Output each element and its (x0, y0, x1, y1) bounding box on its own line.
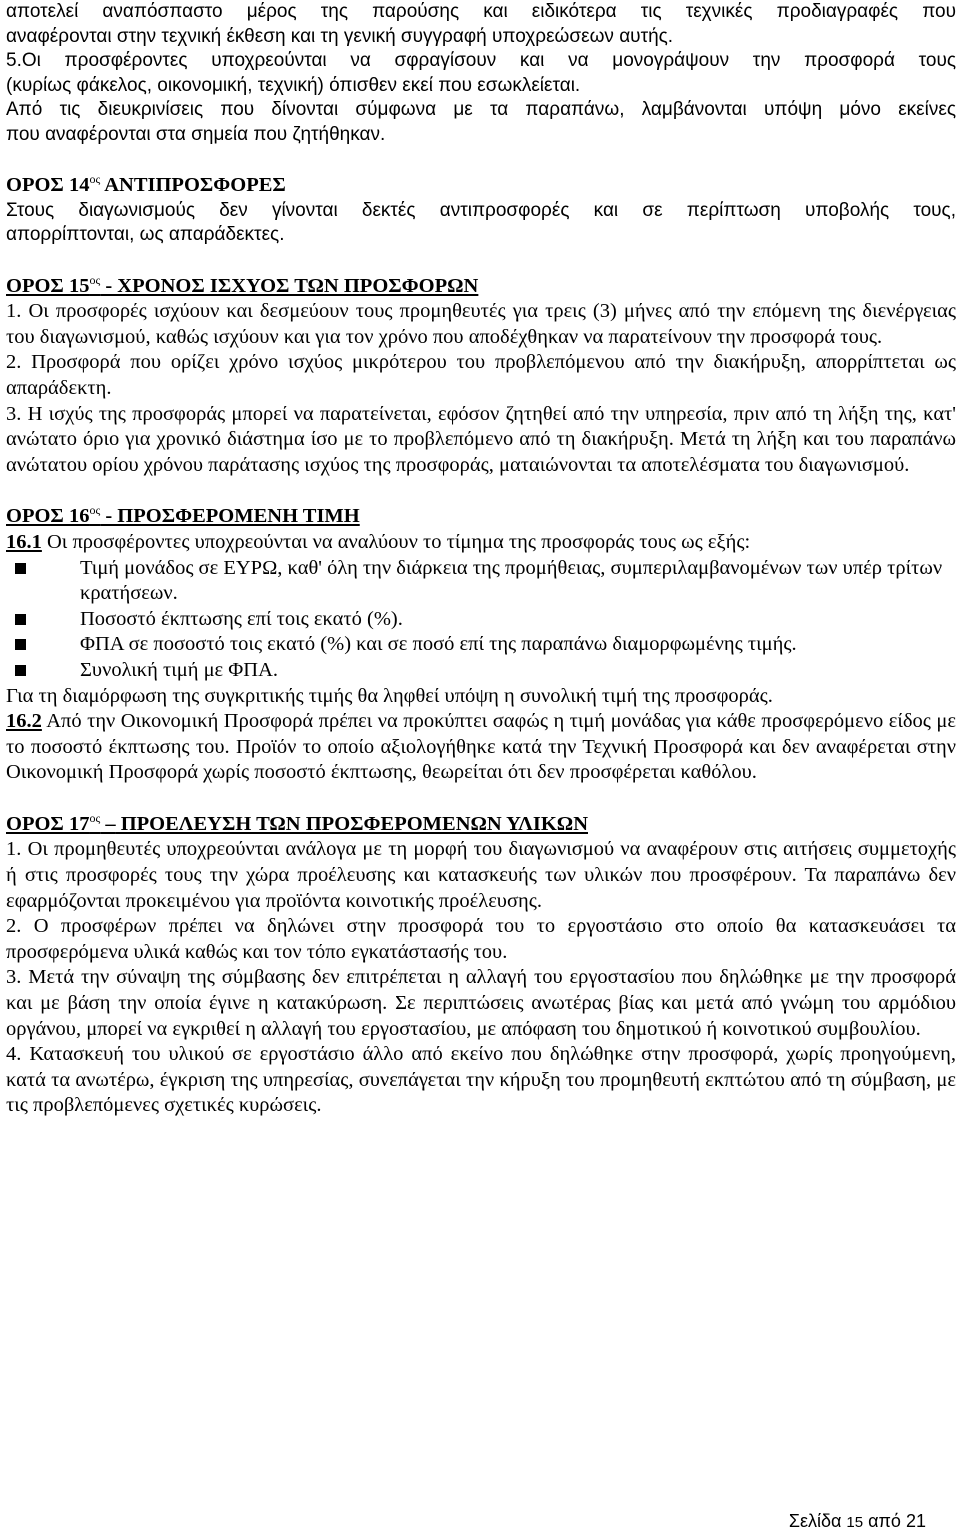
intro-block (6, 0, 956, 147)
list-item: ΦΠΑ σε ποσοστό τοις εκατό (%) και σε ποσό επί της παραπάνω διαμορφωμένης τιμής. (6, 632, 956, 658)
intro-line: (κυρίως φάκελος, οικονομική, τεχνική) όπισθεν εκεί που εσωκλείεται. (6, 74, 581, 96)
intro-line: που αναφέρονται στα σημεία που ζητήθηκαν. (6, 123, 386, 145)
page-label: Σελίδα (788, 1511, 842, 1531)
term-16-1: 16.1 Οι προσφέροντες υποχρεούνται να αναλύουν το τίμημα της προσφοράς τους ως εξής: (6, 530, 751, 553)
of-label: από (868, 1511, 901, 1531)
document-page (6, 0, 956, 1119)
square-bullet-icon (15, 563, 26, 574)
square-bullet-icon (15, 614, 26, 625)
term-17-paragraph-2: 2. Ο προσφέρων πρέπει να δηλώνει στην προσφορά του το εργοστάσιο στο οποίο θα κατασκευάσει τα προσφερόμενα υλικά καθώς και τον τόπο εγκατάστασής του. (6, 915, 956, 963)
list-item: Συνολική τιμή με ΦΠΑ. (6, 658, 956, 684)
list-item: Ποσοστό έκπτωσης επί τοις εκατό (%). (6, 607, 956, 633)
intro-line: Από τις διευκρινίσεις που δίνονται σύμφωνα με τα παραπάνω, λαμβάνονται υπόψη μόνο εκείνες (6, 99, 956, 120)
term-15-paragraph-3: 3. Η ισχύς της προσφοράς μπορεί να παρατείνεται, εφόσον ζητηθεί από την υπηρεσία, πριν από τη λήξη της, κατ' ανώτατο όριο για χρονικό διάστημα ίσο με το προβλεπόμενο από τη διακήρυξη. Μετά τη λήξη και του παραπάνω ανώτατου ορίου χρόνου παράτασης ισχύος της προσφοράς, ματαιώνονται τα αποτελέσματα του διαγωνισμού. (6, 402, 956, 476)
intro-line: αποτελεί αναπόσπαστο μέρος της παρούσης και ειδικότερα τις τεχνικές προδιαγραφές που (6, 1, 956, 22)
term-17-paragraph-1: 1. Οι προμηθευτές υποχρεούνται ανάλογα με τη μορφή του διαγωνισμού να αναφέρουν στις αιτήσεις συμμετοχής ή στις προσφορές τους την χώρα προέλευσης και κατασκευής των υλικών που προσφέρουν. Τα παραπάνω δεν εφαρμόζονται προκειμένου για προϊόντα κοινοτικής προέλευσης. (6, 838, 956, 912)
intro-line: αναφέρονται στην τεχνική έκθεση και τη γενική συγγραφή υποχρεώσεων αυτής. (6, 25, 674, 47)
term-16-2: 16.2 Από την Οικονομική Προσφορά πρέπει να προκύπτει σαφώς η τιμή μονάδας για κάθε προσφερόμενο είδος με το ποσοστό έκπτωσης του. Προϊόν το οποίο αξιολογήθηκε κατά την Τεχνική Προσφορά και δεν αναφέρεται στην Οικονομική Προσφορά χωρίς ποσοστό έκπτωσης, θεωρείται ότι δεν προσφέρεται καθόλου. (6, 710, 956, 784)
term-17-paragraph-3: 3. Μετά την σύναψη της σύμβασης δεν επιτρέπεται η αλλαγή του εργοστασίου που δηλώθηκε με την προσφορά και με βάση την οποία έγινε η κατακύρωση. Σε περιπτώσεις ανωτέρας βίας και μετά από γνώμη του αρμόδιου οργάνου, μπορεί να εγκριθεί η αλλαγή του εργοστασίου, με απόφαση του δημοτικού ή κοινοτικού συμβουλίου. (6, 966, 956, 1040)
term-16-heading: ΟΡΟΣ $16^{o\varsigma}$ - ΠΡΟΣΦΕΡΟΜΕΝΗ ΤΙΜΗ (6, 503, 360, 528)
term-17-heading: ΟΡΟΣ $17^{o\varsigma}$ – ΠΡΟΕΛΕΥΣΗ ΤΩΝ ΠΡΟΣΦΕΡΟΜΕΝΩΝ ΥΛΙΚΩΝ (6, 810, 588, 835)
term-14-line: απορρίπτονται, ως απαράδεκτες. (6, 224, 285, 246)
term-16-comparison-note: Για τη διαμόρφωση της συγκριτικής τιμής θα ληφθεί υπόψη η συνολική τιμή της προσφοράς. (6, 684, 773, 707)
term-15 (6, 274, 956, 479)
term-16 (6, 504, 956, 786)
term-15-paragraph-1: 1. Οι προσφορές ισχύουν και δεσμεύουν τους προμηθευτές για τρεις (3) μήνες από την επόμενη της διενέργειας του διαγωνισμού, καθώς ισχύουν και για τον χρόνο που αποδέχθηκαν να παρατείνουν την προσφορά τους. (6, 300, 956, 348)
term-14 (6, 173, 956, 248)
total-pages: 21 (905, 1511, 926, 1531)
square-bullet-icon (15, 639, 26, 650)
term-17-paragraph-4: 4. Κατασκευή του υλικού σε εργοστάσιο άλλο από εκείνο που δηλώθηκε στην προσφορά, χωρίς προηγούμενη, κατά τα ανωτέρω, έγκριση της υπηρεσίας, συνεπάγεται την κήρυξη του προμηθευτή εκπτώτου από τη σύμβαση, με τις προβλεπόμενες σχετικές κυρώσεις. (6, 1043, 956, 1117)
intro-line: 5.Οι προσφέροντες υποχρεούνται να σφραγίσουν και να μονογράψουν την προσφορά τους (6, 50, 956, 71)
term-15-paragraph-2: 2. Προσφορά που ορίζει χρόνο ισχύος μικρότερου του προβλεπόμενου από την διακήρυξη, απορρίπτεται ως απαράδεκτη. (6, 351, 956, 399)
clause-number: 16.1 (6, 530, 42, 553)
price-breakdown-list (6, 556, 956, 684)
term-14-heading: ΟΡΟΣ $14^{o\varsigma}$ ΑΝΤΙΠΡΟΣΦΟΡΕΣ (6, 172, 286, 196)
list-item: Τιμή μονάδος σε ΕΥΡΩ, καθ' όλη την διάρκεια της προμήθειας, συμπεριλαμβανομένων των υπέρ τρίτων κρατήσεων. (6, 556, 956, 607)
term-17 (6, 812, 956, 1119)
square-bullet-icon (15, 665, 26, 676)
clause-number: 16.2 (6, 710, 42, 733)
term-15-heading: ΟΡΟΣ $15^{o\varsigma}$ - ΧΡΟΝΟΣ ΙΣΧΥΟΣ ΤΩΝ ΠΡΟΣΦΟΡΩΝ (6, 272, 479, 297)
page-number-footer (789, 1511, 926, 1532)
current-page: 15 (846, 1514, 864, 1531)
term-14-line: Στους διαγωνισμούς δεν γίνονται δεκτές αντιπροσφορές και σε περίπτωση υποβολής τους, (6, 199, 956, 221)
